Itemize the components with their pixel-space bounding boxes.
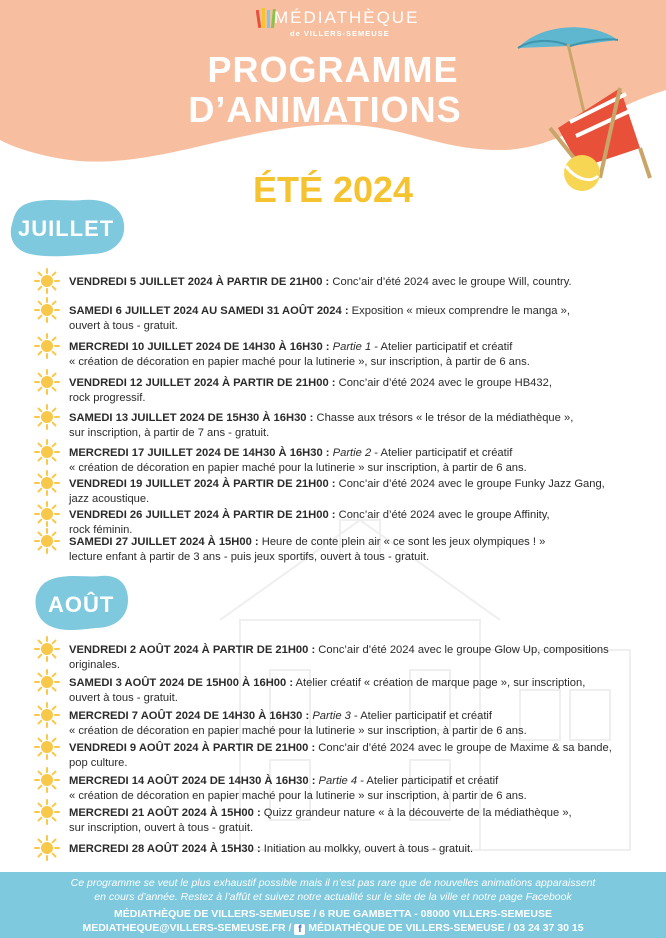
facebook-icon: f	[294, 924, 305, 935]
event-date: MERCREDI 7 AOÛT 2024 DE 14H30 À 16H30 :	[69, 710, 310, 722]
event-item	[69, 676, 639, 705]
sun-icon	[34, 404, 60, 430]
footer-bar	[0, 872, 666, 938]
event-description: Initiation au molkky, ouvert à tous - gratuit.	[260, 843, 474, 855]
event-date: MERCREDI 17 JUILLET 2024 DE 14H30 À 16H30 :	[69, 447, 330, 459]
event-description-line2: lecture enfant à partir de 3 ans - puis jeux sportifs, ouvert à tous - gratuit.	[69, 550, 430, 563]
event-description: Exposition « mieux comprendre le manga »,	[348, 305, 570, 317]
sun-icon	[34, 767, 60, 793]
event-part: Partie 2	[332, 447, 372, 459]
sun-icon	[34, 333, 60, 359]
sun-icon	[34, 702, 60, 728]
event-item	[69, 446, 639, 475]
event-part: Partie 1	[332, 341, 372, 353]
event-date: MERCREDI 28 AOÛT 2024 À 15H30 :	[69, 843, 261, 855]
sun-icon	[34, 297, 60, 323]
sun-icon	[34, 669, 60, 695]
footer-note	[0, 876, 666, 904]
event-description-line2: « création de décoration en papier maché pour la lutinerie », sur inscription, à partir de 6 ans.	[69, 355, 530, 368]
footer-facebook[interactable]: MÉDIATHÈQUE DE VILLERS-SEMEUSE	[308, 922, 505, 934]
sun-icon	[34, 369, 60, 395]
event-date: VENDREDI 2 AOÛT 2024 À PARTIR DE 21H00 :	[69, 644, 316, 656]
mediatheque-logo	[256, 4, 420, 40]
event-description: Conc’air d’été 2024 avec le groupe Will, country.	[329, 276, 572, 288]
footer-note-line1: Ce programme se veut le plus exhaustif possible mais il n’est pas rare que de nouvelles animations apparaissent	[70, 877, 596, 889]
event-item	[69, 741, 639, 770]
footer-contact	[0, 907, 666, 935]
page-title-line2: D’ANIMATIONS	[188, 89, 462, 130]
event-description-line2: pop culture.	[69, 756, 128, 769]
event-item	[69, 842, 639, 857]
sun-icon	[34, 528, 60, 554]
event-date: MERCREDI 21 AOÛT 2024 À 15H00 :	[69, 807, 261, 819]
footer-note-line2: en cours d’année. Restez à l’affût et suivez notre actualité sur le site de la ville et notre page Facebook	[94, 891, 572, 903]
event-item	[69, 643, 639, 672]
event-item	[69, 774, 639, 803]
event-date: SAMEDI 3 AOÛT 2024 DE 15H00 À 16H00 :	[69, 677, 294, 689]
sun-icon	[34, 501, 60, 527]
event-item	[69, 304, 639, 333]
event-description: Conc’air d’été 2024 avec le groupe Affinity,	[335, 509, 550, 521]
event-item	[69, 340, 639, 369]
event-description-line2: « création de décoration en papier maché pour la lutinerie » sur inscription, à partir de 6 ans.	[69, 789, 527, 802]
event-item	[69, 508, 639, 537]
event-date: SAMEDI 13 JUILLET 2024 DE 15H30 À 16H30 :	[69, 412, 314, 424]
event-description: Chasse aux trésors « le trésor de la médiathèque »,	[313, 412, 574, 424]
event-description-line2: ouvert à tous - gratuit.	[69, 319, 178, 332]
month-label-august: AOÛT	[48, 592, 115, 617]
sun-icon	[34, 734, 60, 760]
logo-subtitle: de VILLERS-SEMEUSE	[290, 29, 390, 38]
event-description: - Atelier participatif et créatif	[371, 341, 513, 353]
sun-icon	[34, 636, 60, 662]
page-title-line1: PROGRAMME	[207, 49, 459, 90]
event-date: MERCREDI 10 JUILLET 2024 DE 14H30 À 16H30 :	[69, 341, 330, 353]
event-description: - Atelier participatif et créatif	[350, 710, 493, 722]
event-description: - Atelier participatif et créatif	[357, 775, 499, 787]
event-description: Conc’air d’été 2024 avec le groupe Glow Up, compositions	[315, 644, 609, 656]
event-item	[69, 535, 639, 564]
event-part: Partie 4	[318, 775, 358, 787]
event-description-line2: rock progressif.	[69, 391, 146, 404]
event-description: Heure de conte plein air « ce sont les jeux olympiques ! »	[258, 536, 546, 548]
event-description-line2: sur inscription, à partir de 7 ans - gratuit.	[69, 426, 270, 439]
event-date: VENDREDI 5 JUILLET 2024 À PARTIR DE 21H00 :	[69, 276, 330, 288]
event-date: SAMEDI 27 JUILLET 2024 À 15H00 :	[69, 536, 259, 548]
event-description-line2: jazz acoustique.	[69, 492, 150, 505]
event-description-line2: originales.	[69, 658, 120, 671]
event-description: Conc’air d’été 2024 avec le groupe de Maxime & sa bande,	[315, 742, 612, 754]
month-label-july: JUILLET	[18, 216, 115, 241]
event-date: SAMEDI 6 JUILLET 2024 AU SAMEDI 31 AOÛT 2024 :	[69, 305, 349, 317]
event-item	[69, 411, 639, 440]
event-item	[69, 376, 639, 405]
event-description: - Atelier participatif et créatif	[371, 447, 513, 459]
event-date: MERCREDI 14 AOÛT 2024 DE 14H30 À 16H30 :	[69, 775, 316, 787]
season-title: ÉTÉ 2024	[252, 169, 414, 210]
event-date: VENDREDI 19 JUILLET 2024 À PARTIR DE 21H00 :	[69, 478, 336, 490]
footer-contact-line: MEDIATHEQUE@VILLERS-SEMEUSE.FR / f MÉDIATHÈQUE DE VILLERS-SEMEUSE / 03 24 37 30 15	[82, 922, 584, 935]
footer-address: MÉDIATHÈQUE DE VILLERS-SEMEUSE / 6 RUE GAMBETTA - 08000 VILLERS-SEMEUSE	[114, 908, 552, 920]
event-part: Partie 3	[312, 710, 351, 722]
event-date: VENDREDI 26 JUILLET 2024 À PARTIR DE 21H00 :	[69, 509, 336, 521]
footer-phone: 03 24 37 30 15	[513, 922, 584, 934]
event-description-line2: « création de décoration en papier maché pour la lutinerie » sur inscription, à partir de 6 ans.	[69, 461, 527, 474]
event-description: Atelier créatif « création de marque page », sur inscription,	[293, 677, 586, 689]
event-item	[69, 477, 639, 506]
event-item	[69, 275, 639, 290]
sun-icon	[34, 835, 60, 861]
sun-icon	[34, 268, 60, 294]
event-description: Conc’air d’été 2024 avec le groupe Funky Jazz Gang,	[335, 478, 605, 490]
event-description: Conc’air d’été 2024 avec le groupe HB432,	[335, 377, 552, 389]
sun-icon	[34, 470, 60, 496]
event-date: VENDREDI 12 JUILLET 2024 À PARTIR DE 21H00 :	[69, 377, 336, 389]
event-description-line2: sur inscription, ouvert à tous - gratuit.	[69, 821, 254, 834]
logo-wordmark: MÉDIATHÈQUE	[274, 8, 420, 27]
sun-icon	[34, 439, 60, 465]
event-item	[69, 806, 639, 835]
event-description-line2: rock féminin.	[69, 523, 133, 536]
footer-email[interactable]: MEDIATHEQUE@VILLERS-SEMEUSE.FR	[82, 922, 286, 934]
event-item	[69, 709, 639, 738]
sun-icon	[34, 799, 60, 825]
event-description: Quizz grandeur nature « à la découverte de la médiathèque »,	[260, 807, 572, 819]
event-description-line2: « création de décoration en papier maché pour la lutinerie » sur inscription, à partir de 6 ans.	[69, 724, 527, 737]
event-description-line2: ouvert à tous - gratuit.	[69, 691, 178, 704]
event-date: VENDREDI 9 AOÛT 2024 À PARTIR DE 21H00 :	[69, 742, 316, 754]
